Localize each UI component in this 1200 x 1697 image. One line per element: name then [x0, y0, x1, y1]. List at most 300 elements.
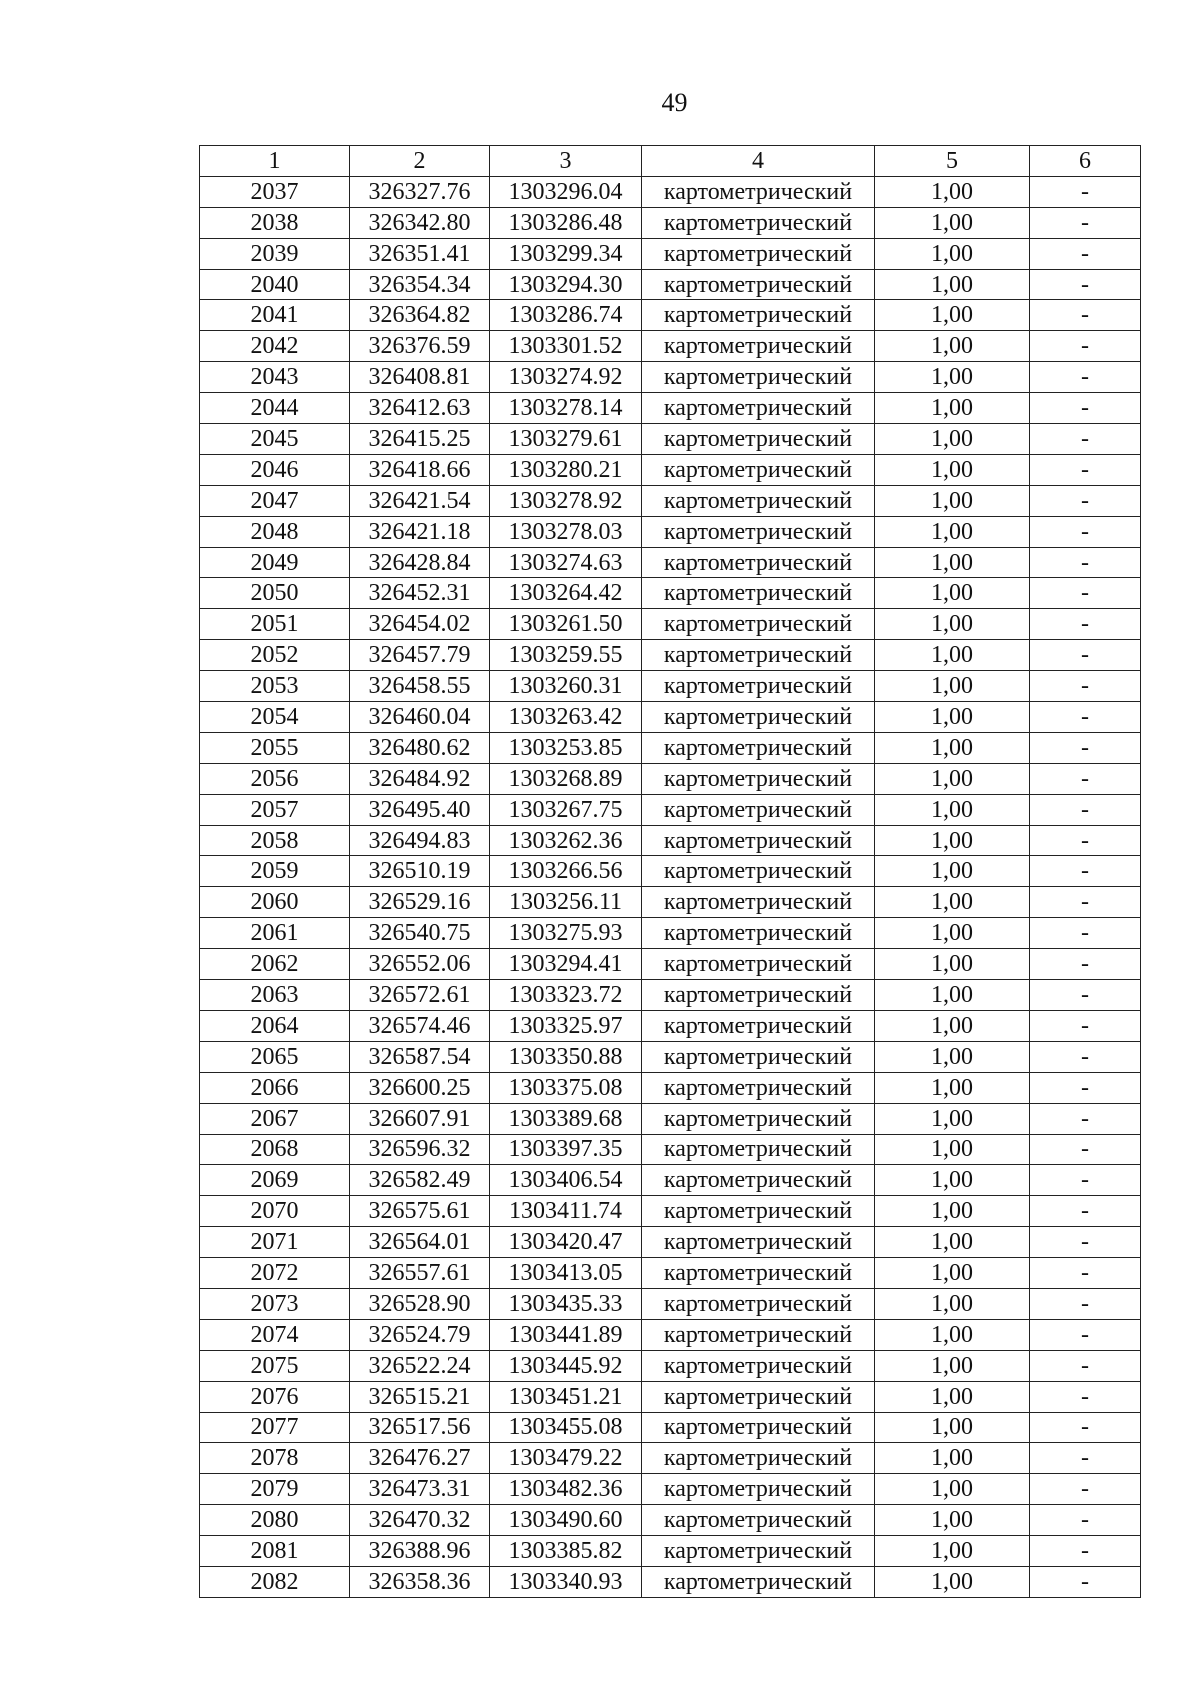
accuracy-cell: 1,00 — [875, 1319, 1030, 1350]
table-row — [200, 1443, 1141, 1474]
x-coordinate-cell: 326364.82 — [350, 300, 490, 331]
y-coordinate-cell: 1303299.34 — [490, 238, 642, 269]
accuracy-cell: 1,00 — [875, 1288, 1030, 1319]
note-cell: - — [1030, 609, 1141, 640]
table-row — [200, 516, 1141, 547]
x-coordinate-cell: 326528.90 — [350, 1288, 490, 1319]
method-cell: картометрический — [642, 1350, 875, 1381]
point-number-cell: 2081 — [200, 1536, 350, 1567]
method-cell: картометрический — [642, 949, 875, 980]
note-cell: - — [1030, 1072, 1141, 1103]
table-row — [200, 547, 1141, 578]
point-number-cell: 2040 — [200, 269, 350, 300]
method-cell: картометрический — [642, 1134, 875, 1165]
note-cell: - — [1030, 362, 1141, 393]
table-row — [200, 454, 1141, 485]
point-number-cell: 2070 — [200, 1196, 350, 1227]
note-cell: - — [1030, 269, 1141, 300]
method-cell: картометрический — [642, 1505, 875, 1536]
point-number-cell: 2051 — [200, 609, 350, 640]
x-coordinate-cell: 326421.54 — [350, 485, 490, 516]
y-coordinate-cell: 1303260.31 — [490, 671, 642, 702]
accuracy-cell: 1,00 — [875, 887, 1030, 918]
table-row — [200, 485, 1141, 516]
x-coordinate-cell: 326484.92 — [350, 763, 490, 794]
table-row — [200, 362, 1141, 393]
point-number-cell: 2041 — [200, 300, 350, 331]
x-coordinate-cell: 326428.84 — [350, 547, 490, 578]
note-cell: - — [1030, 1103, 1141, 1134]
note-cell: - — [1030, 980, 1141, 1011]
table-row — [200, 1381, 1141, 1412]
method-cell: картометрический — [642, 856, 875, 887]
y-coordinate-cell: 1303286.48 — [490, 207, 642, 238]
x-coordinate-cell: 326470.32 — [350, 1505, 490, 1536]
y-coordinate-cell: 1303490.60 — [490, 1505, 642, 1536]
table-row — [200, 671, 1141, 702]
note-cell: - — [1030, 1258, 1141, 1289]
point-number-cell: 2039 — [200, 238, 350, 269]
note-cell: - — [1030, 547, 1141, 578]
y-coordinate-cell: 1303266.56 — [490, 856, 642, 887]
table-row — [200, 825, 1141, 856]
y-coordinate-cell: 1303441.89 — [490, 1319, 642, 1350]
accuracy-cell: 1,00 — [875, 1381, 1030, 1412]
y-coordinate-cell: 1303451.21 — [490, 1381, 642, 1412]
point-number-cell: 2075 — [200, 1350, 350, 1381]
point-number-cell: 2050 — [200, 578, 350, 609]
method-cell: картометрический — [642, 578, 875, 609]
y-coordinate-cell: 1303262.36 — [490, 825, 642, 856]
note-cell: - — [1030, 1319, 1141, 1350]
accuracy-cell: 1,00 — [875, 1258, 1030, 1289]
y-coordinate-cell: 1303259.55 — [490, 640, 642, 671]
point-number-cell: 2064 — [200, 1010, 350, 1041]
method-cell: картометрический — [642, 1412, 875, 1443]
table-row — [200, 393, 1141, 424]
point-number-cell: 2065 — [200, 1041, 350, 1072]
accuracy-cell: 1,00 — [875, 300, 1030, 331]
accuracy-cell: 1,00 — [875, 207, 1030, 238]
table-row — [200, 1319, 1141, 1350]
accuracy-cell: 1,00 — [875, 1443, 1030, 1474]
method-cell: картометрический — [642, 702, 875, 733]
note-cell: - — [1030, 1196, 1141, 1227]
accuracy-cell: 1,00 — [875, 702, 1030, 733]
method-cell: картометрический — [642, 732, 875, 763]
note-cell: - — [1030, 918, 1141, 949]
table-row — [200, 1072, 1141, 1103]
note-cell: - — [1030, 207, 1141, 238]
point-number-cell: 2049 — [200, 547, 350, 578]
header-cell: 4 — [642, 146, 875, 177]
point-number-cell: 2038 — [200, 207, 350, 238]
x-coordinate-cell: 326327.76 — [350, 176, 490, 207]
table-row — [200, 1196, 1141, 1227]
method-cell: картометрический — [642, 1443, 875, 1474]
point-number-cell: 2067 — [200, 1103, 350, 1134]
x-coordinate-cell: 326515.21 — [350, 1381, 490, 1412]
point-number-cell: 2046 — [200, 454, 350, 485]
x-coordinate-cell: 326510.19 — [350, 856, 490, 887]
x-coordinate-cell: 326476.27 — [350, 1443, 490, 1474]
y-coordinate-cell: 1303294.30 — [490, 269, 642, 300]
note-cell: - — [1030, 1474, 1141, 1505]
y-coordinate-cell: 1303406.54 — [490, 1165, 642, 1196]
note-cell: - — [1030, 1412, 1141, 1443]
point-number-cell: 2055 — [200, 732, 350, 763]
note-cell: - — [1030, 671, 1141, 702]
y-coordinate-cell: 1303435.33 — [490, 1288, 642, 1319]
table-row — [200, 578, 1141, 609]
table-row — [200, 949, 1141, 980]
table-row — [200, 732, 1141, 763]
table-row — [200, 207, 1141, 238]
table-row — [200, 1288, 1141, 1319]
method-cell: картометрический — [642, 609, 875, 640]
y-coordinate-cell: 1303268.89 — [490, 763, 642, 794]
method-cell: картометрический — [642, 1566, 875, 1597]
accuracy-cell: 1,00 — [875, 1536, 1030, 1567]
accuracy-cell: 1,00 — [875, 1227, 1030, 1258]
table-row — [200, 980, 1141, 1011]
y-coordinate-cell: 1303325.97 — [490, 1010, 642, 1041]
y-coordinate-cell: 1303261.50 — [490, 609, 642, 640]
point-number-cell: 2078 — [200, 1443, 350, 1474]
note-cell: - — [1030, 238, 1141, 269]
accuracy-cell: 1,00 — [875, 732, 1030, 763]
note-cell: - — [1030, 1227, 1141, 1258]
x-coordinate-cell: 326376.59 — [350, 331, 490, 362]
y-coordinate-cell: 1303263.42 — [490, 702, 642, 733]
note-cell: - — [1030, 331, 1141, 362]
y-coordinate-cell: 1303296.04 — [490, 176, 642, 207]
accuracy-cell: 1,00 — [875, 238, 1030, 269]
point-number-cell: 2077 — [200, 1412, 350, 1443]
table-body — [200, 176, 1141, 1597]
accuracy-cell: 1,00 — [875, 516, 1030, 547]
accuracy-cell: 1,00 — [875, 1010, 1030, 1041]
table-row — [200, 1566, 1141, 1597]
method-cell: картометрический — [642, 918, 875, 949]
y-coordinate-cell: 1303340.93 — [490, 1566, 642, 1597]
x-coordinate-cell: 326517.56 — [350, 1412, 490, 1443]
method-cell: картометрический — [642, 887, 875, 918]
point-number-cell: 2066 — [200, 1072, 350, 1103]
accuracy-cell: 1,00 — [875, 362, 1030, 393]
x-coordinate-cell: 326574.46 — [350, 1010, 490, 1041]
y-coordinate-cell: 1303267.75 — [490, 794, 642, 825]
x-coordinate-cell: 326587.54 — [350, 1041, 490, 1072]
method-cell: картометрический — [642, 331, 875, 362]
note-cell: - — [1030, 1288, 1141, 1319]
accuracy-cell: 1,00 — [875, 856, 1030, 887]
table-row — [200, 1227, 1141, 1258]
y-coordinate-cell: 1303385.82 — [490, 1536, 642, 1567]
x-coordinate-cell: 326564.01 — [350, 1227, 490, 1258]
method-cell: картометрический — [642, 825, 875, 856]
point-number-cell: 2076 — [200, 1381, 350, 1412]
y-coordinate-cell: 1303286.74 — [490, 300, 642, 331]
accuracy-cell: 1,00 — [875, 949, 1030, 980]
accuracy-cell: 1,00 — [875, 1566, 1030, 1597]
method-cell: картометрический — [642, 1041, 875, 1072]
accuracy-cell: 1,00 — [875, 578, 1030, 609]
table-row — [200, 1134, 1141, 1165]
table-row — [200, 1350, 1141, 1381]
point-number-cell: 2072 — [200, 1258, 350, 1289]
x-coordinate-cell: 326354.34 — [350, 269, 490, 300]
x-coordinate-cell: 326607.91 — [350, 1103, 490, 1134]
method-cell: картометрический — [642, 1258, 875, 1289]
page-number: 49 — [661, 88, 688, 117]
point-number-cell: 2063 — [200, 980, 350, 1011]
note-cell: - — [1030, 393, 1141, 424]
point-number-cell: 2045 — [200, 424, 350, 455]
x-coordinate-cell: 326358.36 — [350, 1566, 490, 1597]
table-row — [200, 300, 1141, 331]
x-coordinate-cell: 326596.32 — [350, 1134, 490, 1165]
x-coordinate-cell: 326458.55 — [350, 671, 490, 702]
point-number-cell: 2044 — [200, 393, 350, 424]
y-coordinate-cell: 1303375.08 — [490, 1072, 642, 1103]
method-cell: картометрический — [642, 362, 875, 393]
method-cell: картометрический — [642, 238, 875, 269]
method-cell: картометрический — [642, 1010, 875, 1041]
y-coordinate-cell: 1303389.68 — [490, 1103, 642, 1134]
point-number-cell: 2082 — [200, 1566, 350, 1597]
header-cell: 2 — [350, 146, 490, 177]
point-number-cell: 2062 — [200, 949, 350, 980]
note-cell: - — [1030, 1041, 1141, 1072]
point-number-cell: 2053 — [200, 671, 350, 702]
header-cell: 3 — [490, 146, 642, 177]
method-cell: картометрический — [642, 393, 875, 424]
accuracy-cell: 1,00 — [875, 609, 1030, 640]
method-cell: картометрический — [642, 454, 875, 485]
accuracy-cell: 1,00 — [875, 794, 1030, 825]
y-coordinate-cell: 1303294.41 — [490, 949, 642, 980]
x-coordinate-cell: 326342.80 — [350, 207, 490, 238]
note-cell: - — [1030, 1165, 1141, 1196]
accuracy-cell: 1,00 — [875, 763, 1030, 794]
table-row — [200, 1505, 1141, 1536]
method-cell: картометрический — [642, 1319, 875, 1350]
method-cell: картометрический — [642, 1196, 875, 1227]
note-cell: - — [1030, 516, 1141, 547]
x-coordinate-cell: 326494.83 — [350, 825, 490, 856]
accuracy-cell: 1,00 — [875, 1196, 1030, 1227]
x-coordinate-cell: 326529.16 — [350, 887, 490, 918]
accuracy-cell: 1,00 — [875, 547, 1030, 578]
accuracy-cell: 1,00 — [875, 1412, 1030, 1443]
y-coordinate-cell: 1303413.05 — [490, 1258, 642, 1289]
accuracy-cell: 1,00 — [875, 1350, 1030, 1381]
y-coordinate-cell: 1303397.35 — [490, 1134, 642, 1165]
method-cell: картометрический — [642, 300, 875, 331]
note-cell: - — [1030, 300, 1141, 331]
method-cell: картометрический — [642, 207, 875, 238]
x-coordinate-cell: 326408.81 — [350, 362, 490, 393]
table-row — [200, 1412, 1141, 1443]
table-row — [200, 763, 1141, 794]
table-row — [200, 918, 1141, 949]
x-coordinate-cell: 326454.02 — [350, 609, 490, 640]
accuracy-cell: 1,00 — [875, 671, 1030, 702]
method-cell: картометрический — [642, 640, 875, 671]
x-coordinate-cell: 326572.61 — [350, 980, 490, 1011]
accuracy-cell: 1,00 — [875, 269, 1030, 300]
coordinates-table — [199, 145, 1141, 1598]
point-number-cell: 2042 — [200, 331, 350, 362]
method-cell: картометрический — [642, 1381, 875, 1412]
method-cell: картометрический — [642, 1536, 875, 1567]
accuracy-cell: 1,00 — [875, 485, 1030, 516]
table-row — [200, 1041, 1141, 1072]
point-number-cell: 2037 — [200, 176, 350, 207]
note-cell: - — [1030, 578, 1141, 609]
point-number-cell: 2058 — [200, 825, 350, 856]
note-cell: - — [1030, 856, 1141, 887]
note-cell: - — [1030, 454, 1141, 485]
accuracy-cell: 1,00 — [875, 918, 1030, 949]
note-cell: - — [1030, 424, 1141, 455]
table-row — [200, 609, 1141, 640]
point-number-cell: 2074 — [200, 1319, 350, 1350]
point-number-cell: 2057 — [200, 794, 350, 825]
point-number-cell: 2052 — [200, 640, 350, 671]
note-cell: - — [1030, 1350, 1141, 1381]
x-coordinate-cell: 326522.24 — [350, 1350, 490, 1381]
table-row — [200, 1103, 1141, 1134]
accuracy-cell: 1,00 — [875, 1072, 1030, 1103]
method-cell: картометрический — [642, 176, 875, 207]
x-coordinate-cell: 326552.06 — [350, 949, 490, 980]
accuracy-cell: 1,00 — [875, 424, 1030, 455]
y-coordinate-cell: 1303445.92 — [490, 1350, 642, 1381]
table-row — [200, 269, 1141, 300]
y-coordinate-cell: 1303274.63 — [490, 547, 642, 578]
y-coordinate-cell: 1303350.88 — [490, 1041, 642, 1072]
table-row — [200, 1536, 1141, 1567]
y-coordinate-cell: 1303323.72 — [490, 980, 642, 1011]
table-row — [200, 238, 1141, 269]
note-cell: - — [1030, 1505, 1141, 1536]
note-cell: - — [1030, 485, 1141, 516]
x-coordinate-cell: 326495.40 — [350, 794, 490, 825]
method-cell: картометрический — [642, 1288, 875, 1319]
note-cell: - — [1030, 825, 1141, 856]
accuracy-cell: 1,00 — [875, 454, 1030, 485]
point-number-cell: 2061 — [200, 918, 350, 949]
note-cell: - — [1030, 1566, 1141, 1597]
table-row — [200, 640, 1141, 671]
x-coordinate-cell: 326460.04 — [350, 702, 490, 733]
note-cell: - — [1030, 1536, 1141, 1567]
x-coordinate-cell: 326480.62 — [350, 732, 490, 763]
y-coordinate-cell: 1303256.11 — [490, 887, 642, 918]
point-number-cell: 2048 — [200, 516, 350, 547]
header-row — [200, 146, 1141, 177]
accuracy-cell: 1,00 — [875, 1165, 1030, 1196]
y-coordinate-cell: 1303278.03 — [490, 516, 642, 547]
method-cell: картометрический — [642, 485, 875, 516]
point-number-cell: 2068 — [200, 1134, 350, 1165]
x-coordinate-cell: 326351.41 — [350, 238, 490, 269]
table-row — [200, 1258, 1141, 1289]
point-number-cell: 2059 — [200, 856, 350, 887]
point-number-cell: 2071 — [200, 1227, 350, 1258]
y-coordinate-cell: 1303278.14 — [490, 393, 642, 424]
note-cell: - — [1030, 763, 1141, 794]
note-cell: - — [1030, 887, 1141, 918]
point-number-cell: 2069 — [200, 1165, 350, 1196]
y-coordinate-cell: 1303420.47 — [490, 1227, 642, 1258]
method-cell: картометрический — [642, 1103, 875, 1134]
table-row — [200, 331, 1141, 362]
method-cell: картометрический — [642, 424, 875, 455]
y-coordinate-cell: 1303278.92 — [490, 485, 642, 516]
y-coordinate-cell: 1303411.74 — [490, 1196, 642, 1227]
point-number-cell: 2043 — [200, 362, 350, 393]
x-coordinate-cell: 326473.31 — [350, 1474, 490, 1505]
note-cell: - — [1030, 1381, 1141, 1412]
y-coordinate-cell: 1303301.52 — [490, 331, 642, 362]
note-cell: - — [1030, 1010, 1141, 1041]
note-cell: - — [1030, 702, 1141, 733]
table-header — [200, 146, 1141, 177]
method-cell: картометрический — [642, 1474, 875, 1505]
method-cell: картометрический — [642, 980, 875, 1011]
x-coordinate-cell: 326582.49 — [350, 1165, 490, 1196]
accuracy-cell: 1,00 — [875, 1505, 1030, 1536]
table-row — [200, 794, 1141, 825]
point-number-cell: 2047 — [200, 485, 350, 516]
note-cell: - — [1030, 949, 1141, 980]
point-number-cell: 2056 — [200, 763, 350, 794]
method-cell: картометрический — [642, 671, 875, 702]
point-number-cell: 2079 — [200, 1474, 350, 1505]
table-row — [200, 1010, 1141, 1041]
note-cell: - — [1030, 732, 1141, 763]
y-coordinate-cell: 1303274.92 — [490, 362, 642, 393]
y-coordinate-cell: 1303275.93 — [490, 918, 642, 949]
table-row — [200, 702, 1141, 733]
table-row — [200, 856, 1141, 887]
note-cell: - — [1030, 176, 1141, 207]
header-cell: 5 — [875, 146, 1030, 177]
accuracy-cell: 1,00 — [875, 1103, 1030, 1134]
x-coordinate-cell: 326421.18 — [350, 516, 490, 547]
table-row — [200, 176, 1141, 207]
x-coordinate-cell: 326388.96 — [350, 1536, 490, 1567]
method-cell: картометрический — [642, 269, 875, 300]
note-cell: - — [1030, 1134, 1141, 1165]
x-coordinate-cell: 326418.66 — [350, 454, 490, 485]
table-row — [200, 1474, 1141, 1505]
y-coordinate-cell: 1303253.85 — [490, 732, 642, 763]
header-cell: 6 — [1030, 146, 1141, 177]
x-coordinate-cell: 326457.79 — [350, 640, 490, 671]
point-number-cell: 2080 — [200, 1505, 350, 1536]
accuracy-cell: 1,00 — [875, 331, 1030, 362]
y-coordinate-cell: 1303455.08 — [490, 1412, 642, 1443]
x-coordinate-cell: 326540.75 — [350, 918, 490, 949]
table-row — [200, 1165, 1141, 1196]
method-cell: картометрический — [642, 1227, 875, 1258]
x-coordinate-cell: 326412.63 — [350, 393, 490, 424]
table-row — [200, 887, 1141, 918]
